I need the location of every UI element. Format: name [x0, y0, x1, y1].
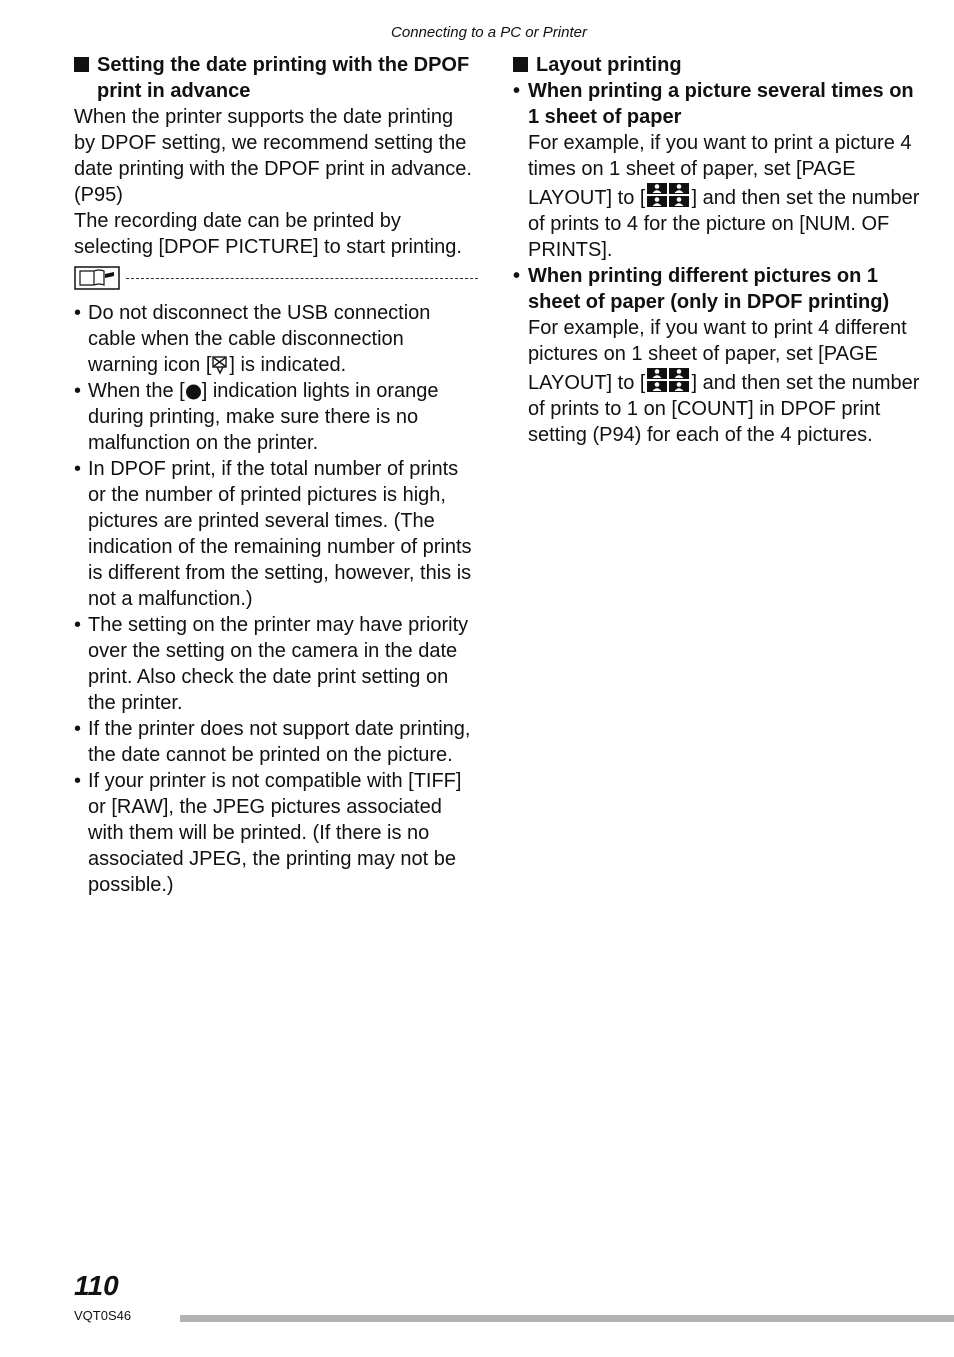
layout-item-title: When printing a picture several times on 1 sheet of paper — [528, 80, 914, 128]
bullet: • — [513, 265, 521, 287]
left-column — [74, 52, 478, 898]
note-icon — [74, 266, 120, 290]
layout-printing-heading-text: Layout printing — [536, 54, 682, 76]
date-printing-heading-text: Setting the date printing with the DPOF print in advance — [97, 54, 470, 102]
layout-item-title: When printing different pictures on 1 sheet of paper (only in DPOF printing) — [528, 265, 890, 313]
bullet: • — [74, 770, 82, 792]
date-printing-heading — [74, 52, 478, 104]
note-item: • In DPOF print, if the total number of prints or the number of printed pictures is high, pictures are printed several times. (The indication of the remaining number of prints is different from the setting, however, this is not a malfunction.) — [74, 458, 472, 610]
layout-item-body: For example, if you want to print 4 different pictures on 1 sheet of paper, set [PAGE LAYOUT] to [ ] and then set the number of prints to 1 on [COUNT] in DPOF print setting (P94) for each of the 4 pictures. — [528, 317, 920, 446]
note-item: • The setting on the printer may have priority over the setting on the camera in the date print. Also check the date print setting on the printer. — [74, 614, 469, 714]
bullet: • — [74, 302, 82, 324]
note-item: • If your printer is not compatible with [TIFF] or [RAW], the JPEG pictures associated with them will be printed. (If there is no associated JPEG, the printing may not be possible.) — [74, 770, 462, 896]
four-up-layout-icon — [645, 182, 691, 208]
page-header: Connecting to a PC or Printer — [391, 24, 587, 41]
layout-item — [513, 78, 923, 263]
bullet: • — [513, 80, 521, 102]
heading-square-icon — [513, 57, 528, 72]
four-up-layout-icon — [645, 367, 691, 393]
right-column — [513, 52, 923, 448]
bullet: • — [74, 380, 82, 402]
layout-item-body: For example, if you want to print a picture 4 times on 1 sheet of paper, set [PAGE LAYOUT] to [ ] and then set the number of prints to 4 for the picture on [NUM. OF PRINTS]. — [528, 132, 920, 261]
date-printing-paragraph-2: The recording date can be printed by selecting [DPOF PICTURE] to start printing. — [74, 210, 462, 258]
bullet: • — [74, 614, 82, 636]
dashed-rule — [126, 278, 478, 279]
cable-disconnection-warning-icon — [211, 355, 229, 375]
document-code: VQT0S46 — [74, 1308, 132, 1323]
note-item: • When the [ ] indication lights in orange during printing, make sure there is no malfunction on the printer. — [74, 380, 439, 454]
note-item: • If the printer does not support date printing, the date cannot be printed on the picture. — [74, 718, 471, 766]
layout-printing-heading — [513, 52, 923, 78]
date-printing-paragraph-1: When the printer supports the date printing by DPOF setting, we recommend setting the date printing with the DPOF print in advance. (P95) — [74, 106, 472, 206]
heading-square-icon — [74, 57, 89, 72]
note-item: • Do not disconnect the USB connection cable when the cable disconnection warning icon [ ] is indicated. — [74, 302, 431, 376]
note-separator — [74, 266, 478, 296]
bullet: • — [74, 458, 82, 480]
footer-bar — [180, 1315, 954, 1322]
bullet: • — [74, 718, 82, 740]
layout-item — [513, 263, 923, 448]
indicator-lamp-icon — [185, 383, 202, 401]
page-number: 110 — [74, 1270, 119, 1301]
